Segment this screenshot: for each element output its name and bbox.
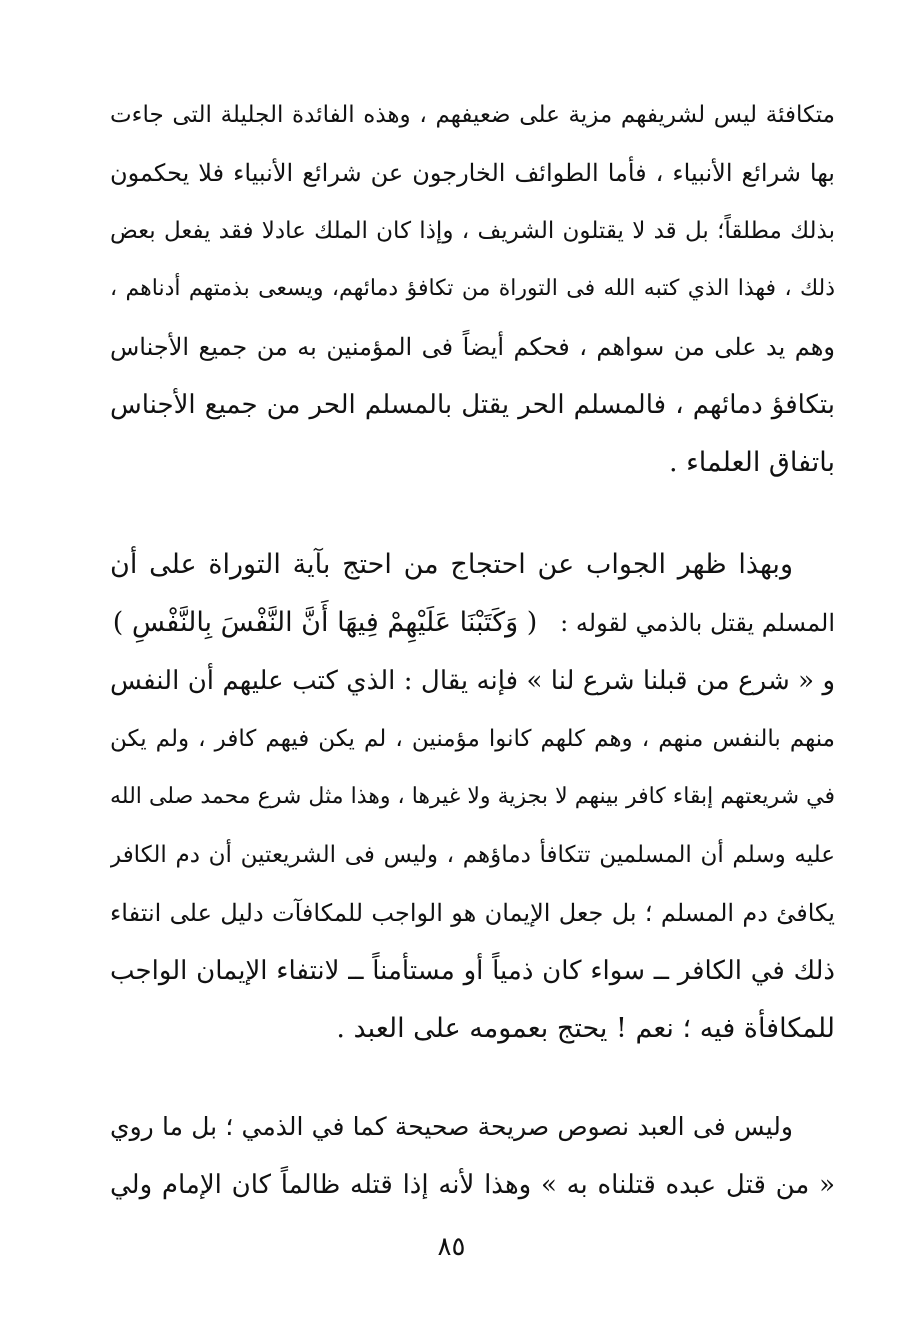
text-line: ذلك في الكافر ــ سواء كان ذمياً أو مستأمناً ــ لانتفاء الإيمان الواجب: [110, 956, 835, 986]
text-line: وهم يد على من سواهم ، فحكم أيضاً فى المؤمنين به من جميع الأجناس: [110, 333, 835, 361]
text-line: بها شرائع الأنبياء ، فأما الطوائف الخارجون عن شرائع الأنبياء فلا يحكمون: [110, 159, 835, 187]
text-line: بذلك مطلقاً؛ بل قد لا يقتلون الشريف ، وإذا كان الملك عادلا فقد يفعل بعض: [110, 218, 835, 244]
page-number: ٨٥: [437, 1232, 466, 1262]
text-line: وليس فى العبد نصوص صريحة صحيحة كما في الذمي ؛ بل ما روي: [110, 1112, 793, 1141]
text-line: بتكافؤ دمائهم ، فالمسلم الحر يقتل بالمسلم الحر من جميع الأجناس: [110, 390, 835, 420]
text-line: متكافئة ليس لشريفهم مزية على ضعيفهم ، وهذه الفائدة الجليلة التى جاءت: [110, 102, 835, 128]
text-line: للمكافأة فيه ؛ نعم ! يحتج بعمومه على العبد .: [336, 1013, 835, 1044]
text-line: ذلك ، فهذا الذي كتبه الله فى التوراة من تكافؤ دمائهم، ويسعى بذمتهم أدناهم ،: [110, 276, 835, 301]
text-line: و « شرع من قبلنا شرع لنا » فإنه يقال : الذي كتب عليهم أن النفس: [110, 666, 835, 696]
quran-verse: ( وَكَتَبْنَا عَلَيْهِمْ فِيهَا أَنَّ النَّفْسَ بِالنَّفْسِ ): [112, 607, 538, 638]
text-line-with-verse: [110, 594, 835, 652]
text-line-start: المسلم يقتل بالذمي لقوله :: [560, 609, 835, 637]
text-line: وبهذا ظهر الجواب عن احتجاج من احتج بآية التوراة على أن: [110, 549, 793, 580]
text-line: يكافئ دم المسلم ؛ بل جعل الإيمان هو الواجب للمكافآت دليل على انتفاء: [110, 899, 835, 927]
paragraph-2: [110, 536, 835, 1058]
text-line: عليه وسلم أن المسلمين تتكافأ دماؤهم ، وليس فى الشريعتين أن دم الكافر: [110, 842, 835, 868]
paragraph-1: [110, 86, 835, 492]
paragraph-3: [110, 1098, 835, 1214]
text-line: « من قتل عبده قتلناه به » وهذا لأنه إذا قتله ظالماً كان الإمام ولي: [110, 1170, 835, 1200]
text-line: باتفاق العلماء .: [668, 447, 835, 478]
text-line: منهم بالنفس منهم ، وهم كلهم كانوا مؤمنين ، لم يكن فيهم كافر ، ولم يكن: [110, 726, 835, 752]
text-line: في شريعتهم إبقاء كافر بينهم لا بجزية ولا غيرها ، وهذا مثل شرع محمد صلى الله: [110, 784, 835, 809]
